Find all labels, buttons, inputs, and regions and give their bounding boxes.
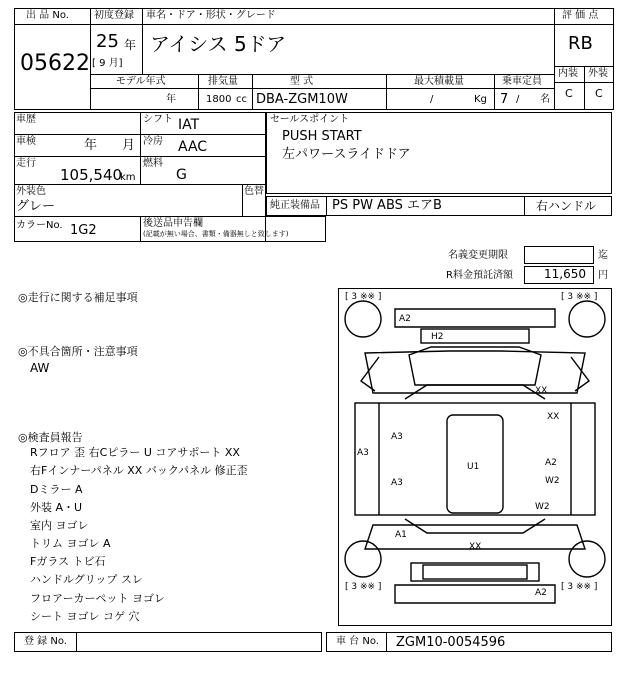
- divider: [326, 196, 327, 216]
- divider: [140, 112, 141, 184]
- displacement-value: 1800: [206, 94, 232, 105]
- recycle-amount: 11,650: [544, 267, 586, 281]
- divider: [252, 74, 253, 110]
- rear-bumper-inner-shape: [411, 563, 539, 581]
- divider: [386, 632, 387, 652]
- interior-grade: C: [565, 87, 573, 100]
- wheel-front-right-icon: [569, 301, 605, 337]
- damage-mark: A3: [391, 478, 403, 488]
- chassis-number: ZGM10-0054596: [396, 635, 506, 650]
- inspection-year-unit: 年: [84, 138, 98, 153]
- reg-no-label: 登 録 No.: [24, 636, 67, 647]
- damage-mark: H2: [431, 332, 444, 342]
- inspection-month-unit: 月: [122, 138, 136, 153]
- pillar-lines: [379, 403, 571, 515]
- capacity-slash: /: [516, 94, 520, 105]
- lot-label: 出 品 No.: [26, 10, 69, 21]
- equipment-label: 純正装備品: [270, 200, 320, 211]
- report-line: 右Fインナーパネル XX バックパネル 修正歪: [30, 464, 248, 477]
- divider: [90, 74, 554, 75]
- divider: [90, 88, 554, 89]
- divider: [90, 24, 554, 25]
- damage-mark: W2: [545, 476, 560, 486]
- left-mirror-shape: [361, 357, 379, 391]
- car-outline: [339, 289, 611, 625]
- report-line: トリム ヨゴレ A: [30, 537, 111, 550]
- model-year-unit: 年: [166, 94, 176, 105]
- report-line: シート ヨゴレ コゲ 穴: [30, 610, 140, 623]
- first-reg-year: 25: [96, 31, 119, 52]
- mileage-value: 105,540: [60, 166, 123, 184]
- ac-value: AAC: [178, 139, 208, 155]
- report-line: Dミラー A: [30, 483, 83, 496]
- right-mirror-shape: [571, 357, 589, 391]
- damage-mark: XX: [469, 542, 482, 552]
- first-reg-month: [ 9 月]: [92, 58, 123, 69]
- grade-value: RB: [568, 33, 593, 54]
- grade-label: 評 価 点: [562, 10, 599, 21]
- defects-title: ◎不具合箇所・注意事項: [18, 345, 138, 358]
- shift-label: シフト: [143, 114, 173, 125]
- ac-label: 冷房: [143, 136, 163, 147]
- damage-mark: U1: [467, 462, 480, 472]
- sales-point-2: 左パワースライドドア: [282, 147, 411, 162]
- corner-label: [ 3 ※※ ]: [345, 292, 382, 302]
- wheel-rear-left-icon: [345, 541, 381, 577]
- type-code: DBA-ZGM10W: [256, 92, 348, 107]
- divider: [198, 74, 199, 110]
- report-line: 外装 A・U: [30, 501, 83, 514]
- chassis-label: 車 台 No.: [336, 636, 379, 647]
- shift-value: IAT: [178, 117, 200, 133]
- damage-mark: A2: [545, 458, 557, 468]
- damage-mark: XX: [547, 412, 560, 422]
- report-line: フロアーカーペット ヨゴレ: [30, 592, 165, 605]
- capacity-value: 7: [500, 92, 509, 107]
- damage-mark: A3: [357, 448, 369, 458]
- sales-point-1: PUSH START: [282, 129, 362, 144]
- recycle-unit: 円: [598, 270, 608, 281]
- car-name-label: 車名・ドア・形状・グレード: [146, 10, 276, 21]
- corner-label: [ 3 ※※ ]: [561, 582, 598, 592]
- exterior-grade: C: [595, 87, 603, 100]
- report-line: Fガラス トビ石: [30, 555, 106, 568]
- equipment-value: PS PW ABS エアB: [332, 198, 442, 213]
- hood-shape: [365, 351, 585, 393]
- divider: [140, 216, 141, 242]
- divider: [142, 24, 143, 74]
- hood-panel-shape: [409, 347, 541, 385]
- divider: [242, 184, 243, 216]
- history-label: 車歴: [16, 114, 36, 125]
- color-no-label: カラーNo.: [16, 220, 63, 231]
- fuel-label: 燃料: [143, 158, 163, 169]
- divider: [14, 24, 90, 25]
- year-unit: 年: [124, 38, 137, 52]
- capacity-unit: 名: [540, 94, 550, 105]
- damage-mark: A2: [399, 314, 411, 324]
- type-label: 型 式: [290, 76, 314, 87]
- car-name: アイシス 5ドア: [150, 32, 287, 56]
- rear-bumper-shape: [395, 585, 555, 603]
- divider: [494, 74, 495, 110]
- exterior-label: 外装: [588, 68, 608, 79]
- max-load-slash: /: [430, 94, 434, 105]
- divider: [386, 74, 387, 110]
- steering-side: 右ハンドル: [536, 199, 597, 213]
- capacity-label: 乗車定員: [502, 76, 542, 87]
- driving-notes-title: ◎走行に関する補足事項: [18, 291, 138, 304]
- divider: [584, 66, 585, 110]
- divider: [142, 8, 143, 24]
- docs-note: (記載が無い場合、書類・備器無しと致します): [143, 230, 289, 238]
- wheel-front-left-icon: [345, 301, 381, 337]
- front-bumper-shape: [395, 309, 555, 327]
- inspection-diagram: [338, 288, 612, 626]
- name-change-unit: 迄: [598, 250, 608, 261]
- color-no-value: 1G2: [70, 223, 97, 238]
- docs-label: 後送品申告欄: [143, 218, 203, 229]
- displacement-unit: cc: [236, 94, 247, 105]
- corner-label: [ 3 ※※ ]: [561, 292, 598, 302]
- damage-mark: W2: [535, 502, 550, 512]
- fuel-value: G: [176, 167, 187, 183]
- color-value: グレー: [16, 199, 56, 214]
- divider: [14, 184, 266, 185]
- damage-mark: XX: [535, 386, 548, 396]
- wheel-rear-right-icon: [569, 541, 605, 577]
- displacement-label: 排気量: [208, 76, 238, 87]
- mileage-unit: km: [120, 172, 136, 183]
- color-change-label: 色替: [244, 186, 264, 197]
- damage-mark: A1: [395, 530, 407, 540]
- first-reg-label: 初度登録: [94, 10, 134, 21]
- report-line: ハンドルグリップ スレ: [30, 573, 143, 586]
- report-line: Rフロア 歪 右Cピラー U コアサポート XX: [30, 446, 240, 459]
- report-line: 室内 ヨゴレ: [30, 519, 89, 532]
- model-year-label: モデル年式: [116, 76, 166, 87]
- color-label: 外装色: [16, 186, 46, 197]
- divider: [524, 196, 525, 216]
- max-load-unit: Kg: [474, 94, 487, 105]
- lot-number: 05622: [20, 51, 90, 76]
- inspector-title: ◎検査員報告: [18, 431, 83, 444]
- name-change-box: [524, 246, 594, 264]
- damage-mark: A2: [535, 588, 547, 598]
- inspection-label: 車検: [16, 136, 36, 147]
- sales-label: セールスポイント: [270, 114, 350, 125]
- damage-mark: A3: [391, 432, 403, 442]
- max-load-label: 最大積載量: [414, 76, 464, 87]
- mileage-label: 走行: [16, 158, 36, 169]
- corner-label: [ 3 ※※ ]: [345, 582, 382, 592]
- interior-label: 内装: [558, 68, 578, 79]
- defects-value: AW: [30, 361, 50, 375]
- divider: [76, 632, 77, 652]
- recycle-label: R料金預託済額: [446, 270, 513, 281]
- name-change-label: 名義変更期限: [448, 250, 508, 261]
- divider: [554, 24, 614, 25]
